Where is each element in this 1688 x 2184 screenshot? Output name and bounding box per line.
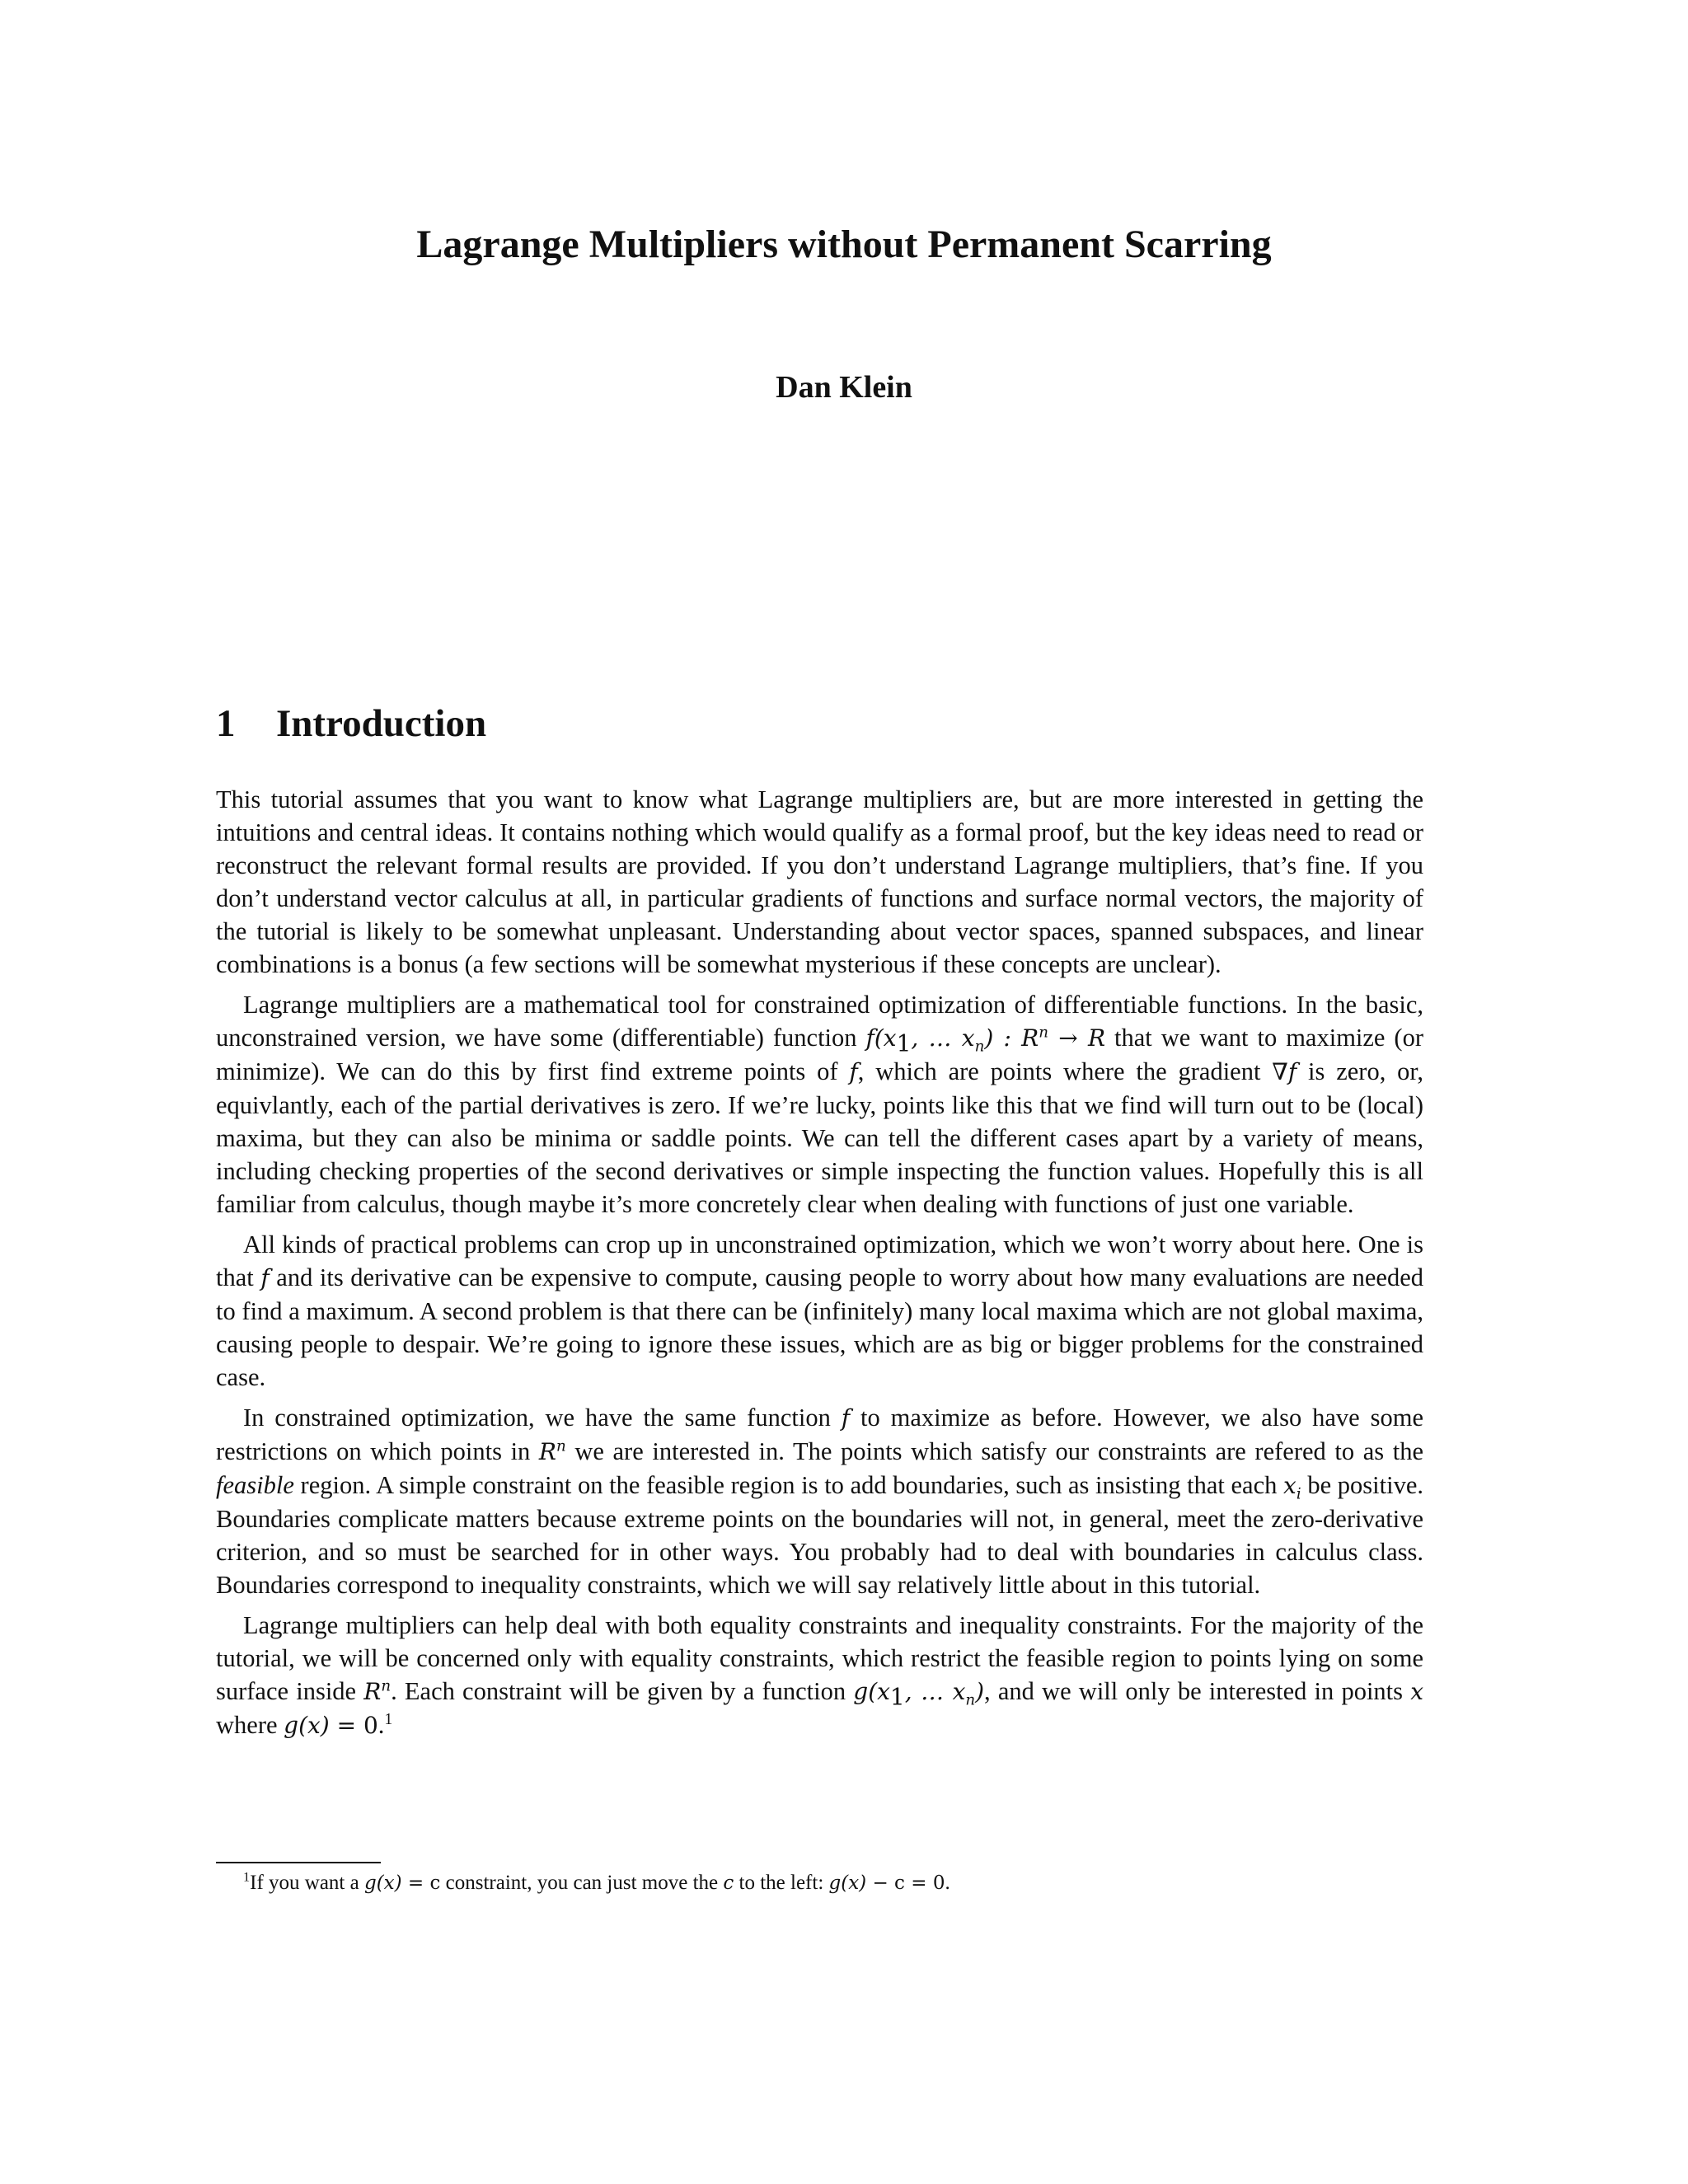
paper-author: Dan Klein xyxy=(776,370,912,405)
paper-title: Lagrange Multipliers without Permanent Scarring xyxy=(416,223,1272,266)
math-gradient: ∇f xyxy=(1272,1058,1297,1085)
math-f: f xyxy=(841,1404,851,1432)
footnote-mark: 1 xyxy=(243,1869,251,1885)
math-moved-constraint: g(x) − c = 0 xyxy=(828,1872,945,1894)
math-x: x xyxy=(1410,1678,1423,1705)
section-title: Introduction xyxy=(276,702,487,745)
math-x-i: $x_i$ xyxy=(1283,1472,1301,1503)
math-constraint-function: $g(x_1$, … $x_n$) xyxy=(853,1678,985,1711)
paragraph-3: All kinds of practical problems can crop up in unconstrained optimization, which we won’t worry about here. One is that f and its derivative can be expensive to compute, causing people to worry about how many evaluations are needed to find a maximum. A second problem is that there can be (infinitely) many local maxima which are not global maxima, causing people to despair. We’re going to ignore these issues, which are as big or bigger problems for the constrained case. xyxy=(216,1230,1423,1391)
math-function-signature: $f(x_1$, … $x_n$) : $R^n \to R$ xyxy=(865,1024,1106,1057)
footnote-1: $^1$If you want a g(x) = c constraint, you can just move the c to the left: g(x) − c = 0. xyxy=(243,1869,950,1894)
math-constraint-equation: g(x) = 0 xyxy=(284,1712,378,1739)
section-number: 1 xyxy=(216,702,236,745)
math-f: f xyxy=(260,1264,270,1291)
section-heading xyxy=(216,701,486,747)
emphasis-feasible: feasible xyxy=(216,1471,294,1499)
section-body xyxy=(216,783,1423,1750)
paragraph-4: In constrained optimization, we have the same function f to maximize as before. However, we also have some restrictions on which points in $R^n$ we are interested in. The points which satisfy our constraints are refered to as the feasible region. A simple constraint on the feasible region is to add boundaries, such as insisting that each $x_i$ be positive. Boundaries complicate matters because extreme points on the boundaries will not, in general, meet the zero-derivative criterion, and so must be searched for in other ways. You probably had to deal with boundaries in calculus class. Boundaries correspond to inequality constraints, which we will say relatively little about in this tutorial. xyxy=(216,1404,1423,1599)
math-c: c xyxy=(723,1872,734,1894)
math-f: f xyxy=(849,1058,858,1085)
paragraph-1: This tutorial assumes that you want to know what Lagrange multipliers are, but are more interested in getting the intuitions and central ideas. It contains nothing which would qualify as a formal proof, but the key ideas need to read or reconstruct the relevant formal results are provided. If you don’t understand Lagrange multipliers, that’s fine. If you don’t understand vector calculus at all, in particular gradients of functions and surface normal vectors, the majority of the tutorial is likely to be somewhat unpleasant. Understanding about vector spaces, spanned subspaces, and linear combinations is a bonus (a few sections will be somewhat mysterious if these concepts are unclear). xyxy=(216,785,1423,978)
paragraph-5: Lagrange multipliers can help deal with both equality constraints and inequality constraints. For the majority of the tutorial, we will be concerned only with equality constraints, which restrict the feasible region to points lying on some surface inside $R^n$. Each constraint will be given by a function $g(x_1$, … $x_n$), and we will only be interested in points x where g(x) = 0.$^1$ xyxy=(216,1611,1423,1739)
footnote-reference[interactable]: 1 xyxy=(384,1709,393,1728)
paragraph-2: Lagrange multipliers are a mathematical tool for constrained optimization of differentiable functions. In the basic, unconstrained version, we have some (differentiable) function $f(x_1$, … $x_n$) : $R^n \to R$ that we want to maximize (or minimize). We can do this by first find extreme points of f, which are points where the gradient ∇f is zero, or, equivlantly, each of the partial derivatives is zero. If we’re lucky, points like this that we find will turn out to be (local) maxima, but they can also be minima or saddle points. We can tell the different cases apart by a variety of means, including checking properties of the second derivatives or simple inspecting the function values. Hopefully this is all familiar from calculus, though maybe it’s more concretely clear when dealing with functions of just one variable. xyxy=(216,991,1423,1218)
footnote-divider xyxy=(216,1862,381,1863)
math-R-n: $R^n$ xyxy=(538,1437,566,1465)
math-constraint-c: g(x) = c xyxy=(363,1872,441,1894)
math-R-n: $R^n$ xyxy=(363,1677,392,1705)
